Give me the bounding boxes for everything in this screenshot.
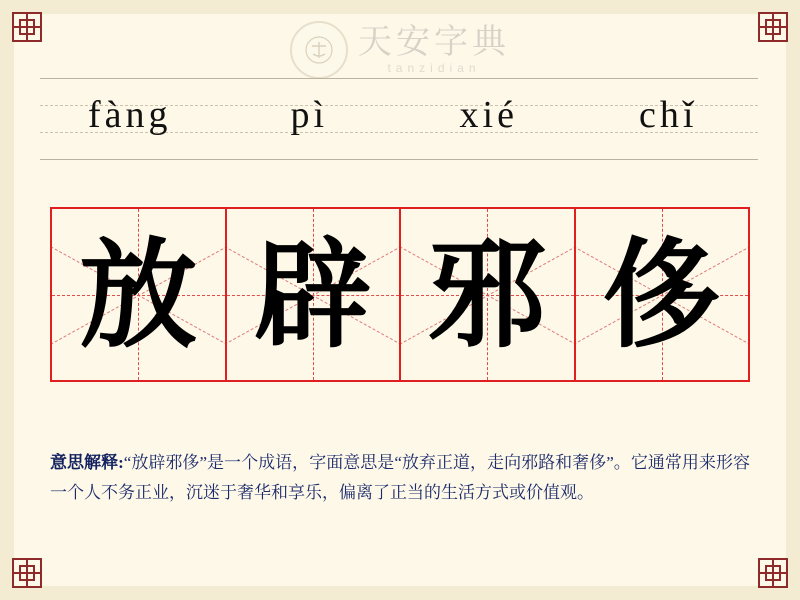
pinyin-row [40,78,758,159]
explanation-text: “放辟邪侈”是一个成语，字面意思是“放弃正道，走向邪路和奢侈”。它通常用来形容一个人不务正业，沉迷于奢华和享乐，偏离了正当的生活方式或价值观。 [50,453,750,502]
pinyin-syllable: pì [290,93,329,136]
character-glyph: 侈 [602,224,721,364]
character-glyph: 邪 [428,224,547,364]
pinyin-staff [40,78,758,160]
character-cell [52,209,227,380]
character-cell [576,209,749,380]
character-cell [227,209,402,380]
logo-title: 天安字典 [358,24,510,62]
pinyin-syllable: xié [459,93,518,136]
pinyin-syllable: chǐ [639,93,698,136]
corner-ornament-icon [756,10,790,44]
explanation-block [50,448,750,508]
logo-text [358,25,510,75]
frame-border-top [0,0,800,14]
frame-border-left [0,0,14,600]
staff-line [40,159,758,160]
explanation-label: 意思解释: [50,453,124,472]
frame-border-right [786,0,800,600]
character-grid [50,207,750,382]
corner-ornament-icon [756,556,790,590]
frame-border-bottom [0,586,800,600]
corner-ornament-icon [10,10,44,44]
character-glyph: 放 [79,224,198,364]
character-cell [401,209,576,380]
pinyin-syllable: fàng [87,93,172,136]
logo-subtitle: tanzidian [387,60,481,75]
seal-icon [290,21,348,79]
character-glyph: 辟 [253,224,372,364]
corner-ornament-icon [10,556,44,590]
site-logo [0,14,800,86]
